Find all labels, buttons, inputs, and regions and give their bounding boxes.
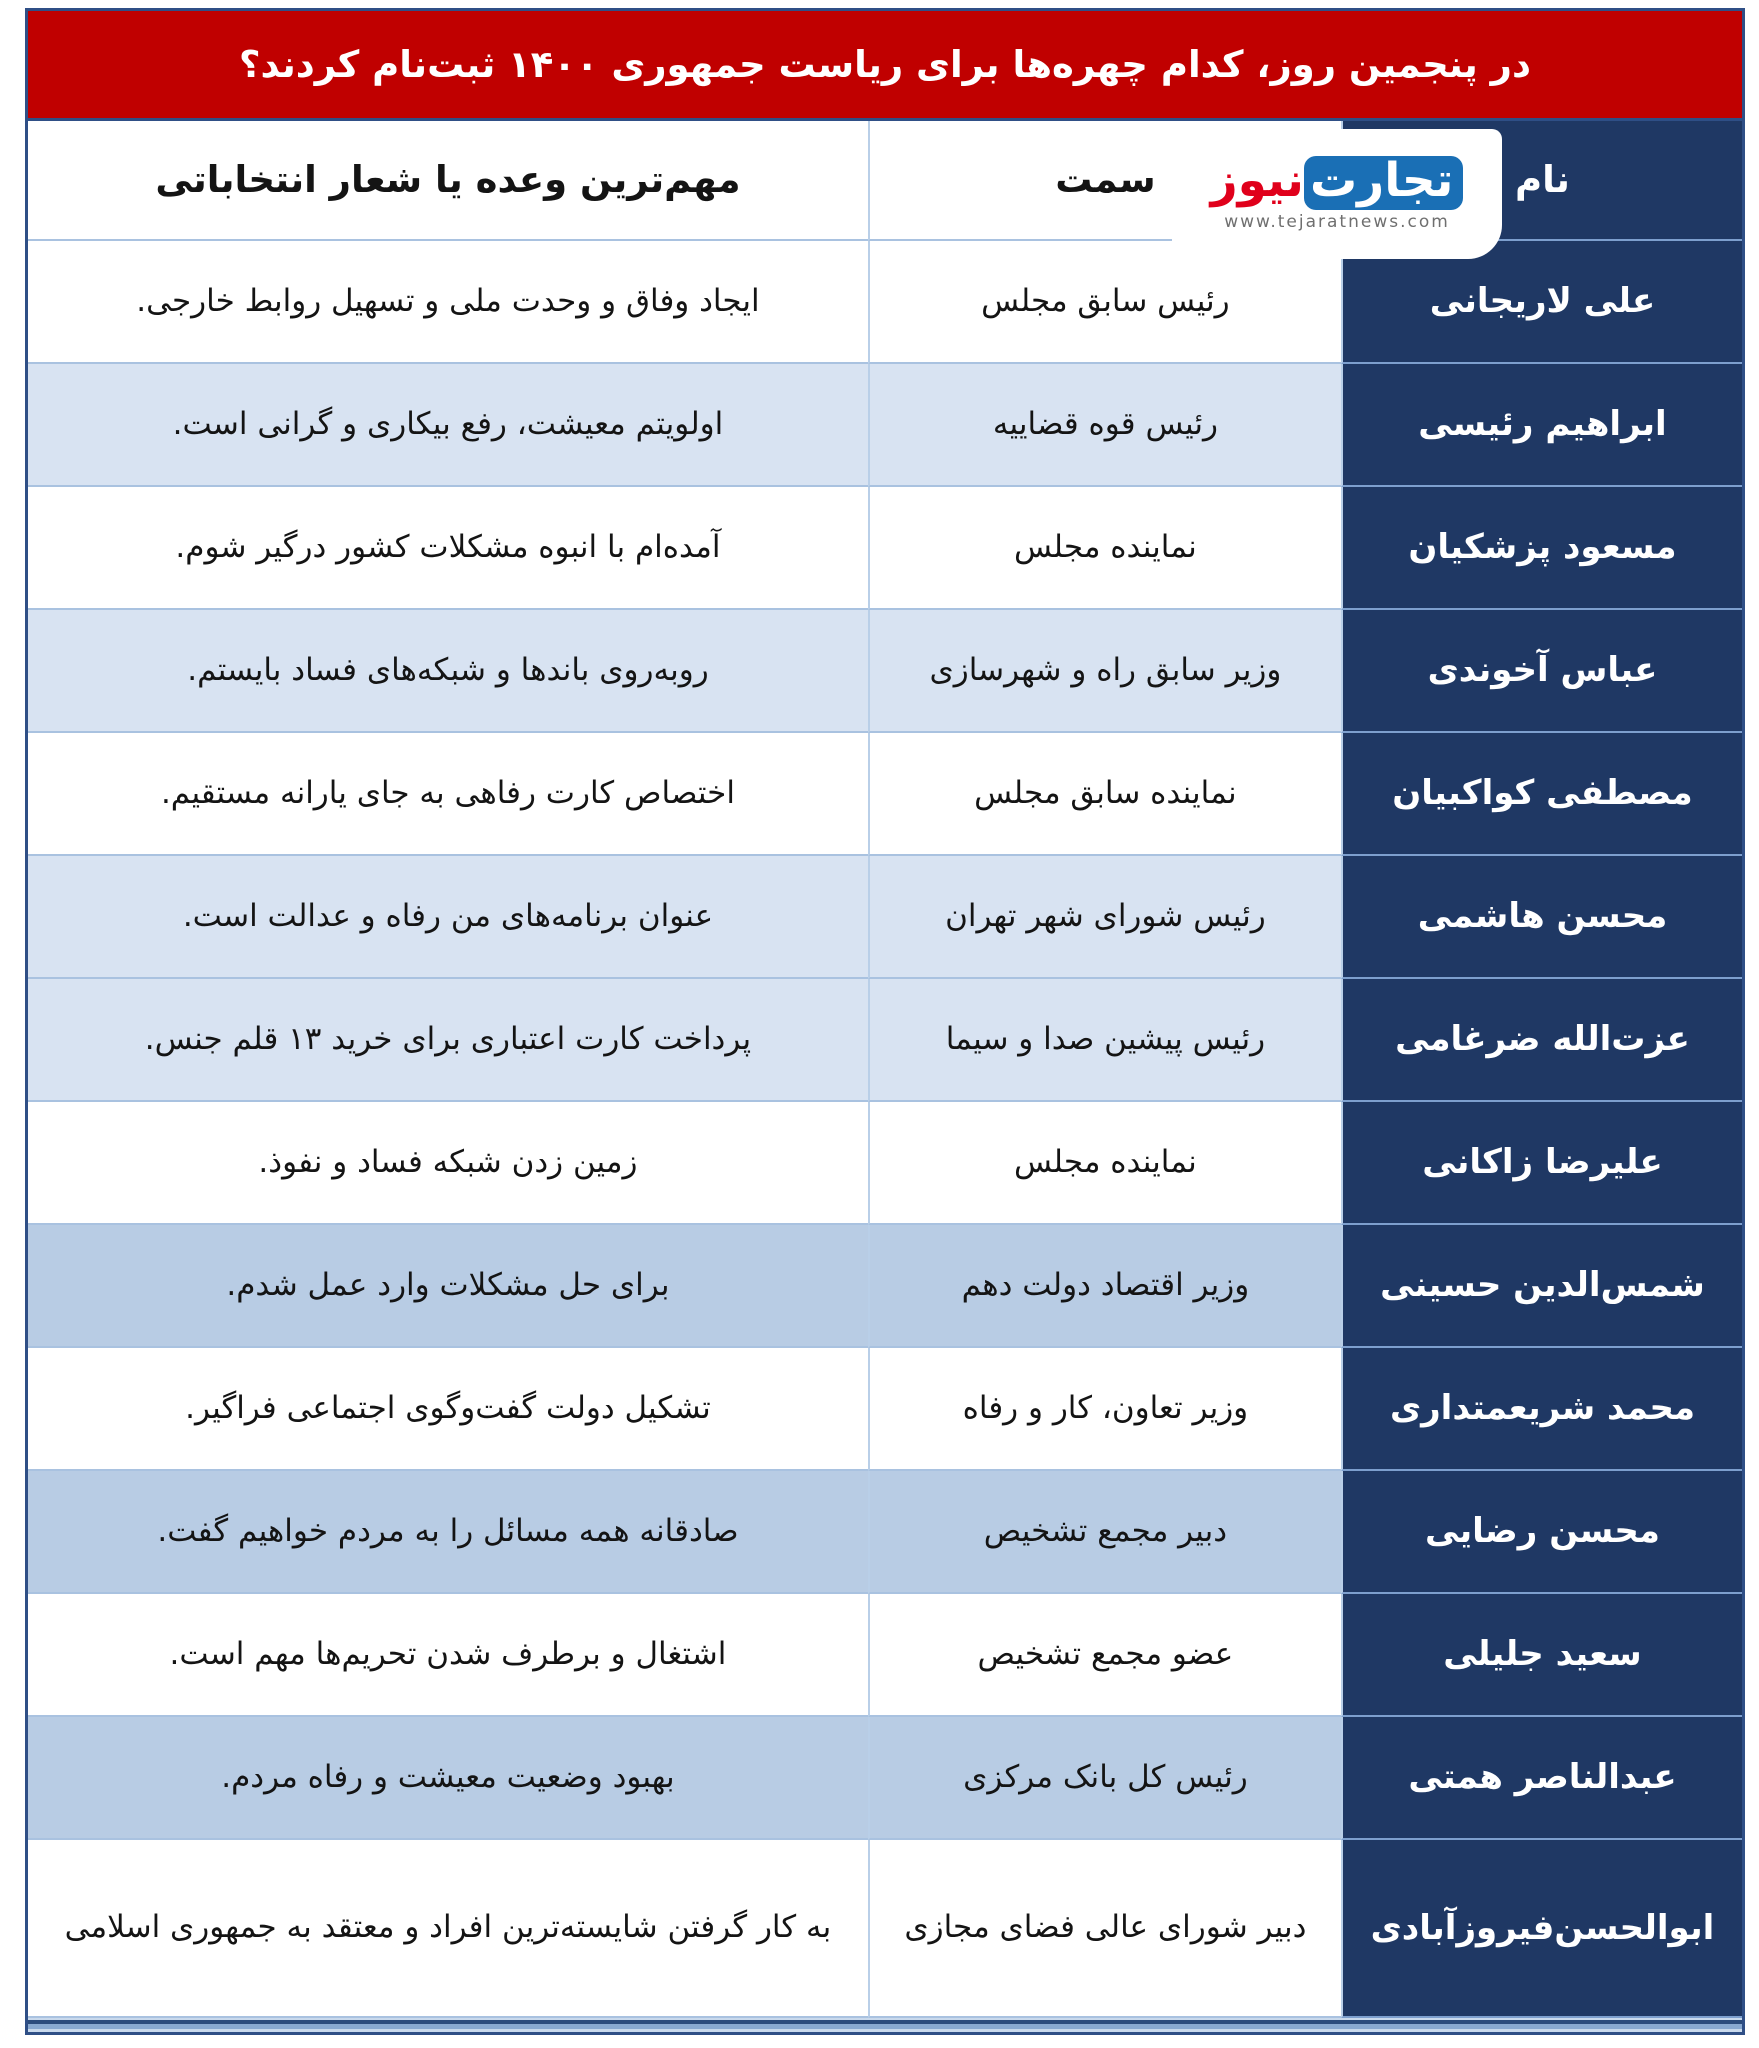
tejaratnews-logo xyxy=(1172,129,1502,259)
row-promise-cell: بهبود وضعیت معیشت و رفاه مردم. xyxy=(28,1717,868,1840)
table-row xyxy=(28,979,1742,1102)
row-position-cell: دبیر مجمع تشخیص xyxy=(868,1471,1341,1594)
logo-url: www.tejaratnews.com xyxy=(1224,211,1450,232)
page-title: در پنجمین روز، کدام چهره‌ها برای ریاست جمهوری ۱۴۰۰ ثبت‌نام کردند؟ xyxy=(239,43,1531,86)
row-name-cell: مسعود پزشکیان xyxy=(1341,487,1742,610)
row-name-cell: سعید جلیلی xyxy=(1341,1594,1742,1717)
infographic-sheet xyxy=(25,8,1745,2035)
row-position-cell: وزیر سابق راه و شهرسازی xyxy=(868,610,1341,733)
row-promise-cell: برای حل مشکلات وارد عمل شدم. xyxy=(28,1225,868,1348)
table-row xyxy=(28,1840,1742,2018)
row-promise-cell: روبه‌روی باندها و شبکه‌های فساد بایستم. xyxy=(28,610,868,733)
table-row xyxy=(28,1225,1742,1348)
title-bar xyxy=(28,11,1742,121)
header-position-label: سمت xyxy=(1055,158,1156,202)
row-position-cell: عضو مجمع تشخیص xyxy=(868,1594,1341,1717)
row-promise-cell: آمده‌ام با انبوه مشکلات کشور درگیر شوم. xyxy=(28,487,868,610)
row-promise-cell: به کار گرفتن شایسته‌ترین افراد و معتقد به جمهوری اسلامی xyxy=(28,1840,868,2018)
row-name-cell: علیرضا زاکانی xyxy=(1341,1102,1742,1225)
table-row xyxy=(28,1348,1742,1471)
table-row xyxy=(28,1717,1742,1840)
row-promise-cell: زمین زدن شبکه فساد و نفوذ. xyxy=(28,1102,868,1225)
row-name-cell: شمس‌الدین حسینی xyxy=(1341,1225,1742,1348)
table-row xyxy=(28,733,1742,856)
header-promise-cell xyxy=(28,121,868,241)
row-name-cell: محسن هاشمی xyxy=(1341,856,1742,979)
row-name-cell: محسن رضایی xyxy=(1341,1471,1742,1594)
row-promise-cell: عنوان برنامه‌های من رفاه و عدالت است. xyxy=(28,856,868,979)
row-promise-cell: اولویتم معیشت، رفع بیکاری و گرانی است. xyxy=(28,364,868,487)
row-name-cell: مصطفی کواکبیان xyxy=(1341,733,1742,856)
row-position-cell: رئیس سابق مجلس xyxy=(868,241,1341,364)
logo-blue-word: تجارت xyxy=(1304,156,1463,209)
table-row xyxy=(28,364,1742,487)
row-promise-cell: ایجاد وفاق و وحدت ملی و تسهیل روابط خارجی. xyxy=(28,241,868,364)
row-position-cell: دبیر شورای عالی فضای مجازی xyxy=(868,1840,1341,2018)
row-position-cell: نماینده مجلس xyxy=(868,1102,1341,1225)
logo-wordmark xyxy=(1210,153,1464,209)
bottom-border-strip xyxy=(28,2018,1742,2032)
row-position-cell: رئیس شورای شهر تهران xyxy=(868,856,1341,979)
row-promise-cell: صادقانه همه مسائل را به مردم خواهیم گفت. xyxy=(28,1471,868,1594)
row-position-cell: وزیر اقتصاد دولت دهم xyxy=(868,1225,1341,1348)
row-promise-cell: اشتغال و برطرف شدن تحریم‌ها مهم است. xyxy=(28,1594,868,1717)
table-row xyxy=(28,1594,1742,1717)
row-name-cell: عزت‌الله ضرغامی xyxy=(1341,979,1742,1102)
row-promise-cell: اختصاص کارت رفاهی به جای یارانه مستقیم. xyxy=(28,733,868,856)
row-position-cell: رئیس پیشین صدا و سیما xyxy=(868,979,1341,1102)
table-row xyxy=(28,1471,1742,1594)
row-promise-cell: پرداخت کارت اعتباری برای خرید ۱۳ قلم جنس. xyxy=(28,979,868,1102)
row-name-cell: علی لاریجانی xyxy=(1341,241,1742,364)
header-row xyxy=(28,121,1742,241)
table-row xyxy=(28,1102,1742,1225)
row-position-cell: رئیس قوه قضاییه xyxy=(868,364,1341,487)
header-name-label: نام xyxy=(1515,158,1570,202)
row-name-cell: ابراهیم رئیسی xyxy=(1341,364,1742,487)
table-row xyxy=(28,487,1742,610)
row-name-cell: ابوالحسن‌فیروزآبادی xyxy=(1341,1840,1742,2018)
row-position-cell: رئیس کل بانک مرکزی xyxy=(868,1717,1341,1840)
header-promise-label: مهم‌ترین وعده یا شعار انتخاباتی xyxy=(155,158,741,202)
row-name-cell: عباس آخوندی xyxy=(1341,610,1742,733)
table-body xyxy=(28,241,1742,2018)
row-name-cell: محمد شریعمتداری xyxy=(1341,1348,1742,1471)
row-promise-cell: تشکیل دولت گفت‌وگوی اجتماعی فراگیر. xyxy=(28,1348,868,1471)
table-row xyxy=(28,856,1742,979)
row-position-cell: وزیر تعاون، کار و رفاه xyxy=(868,1348,1341,1471)
row-position-cell: نماینده سابق مجلس xyxy=(868,733,1341,856)
table-row xyxy=(28,610,1742,733)
logo-red-word: نیوز xyxy=(1210,153,1304,209)
row-name-cell: عبدالناصر همتی xyxy=(1341,1717,1742,1840)
table-row xyxy=(28,241,1742,364)
row-position-cell: نماینده مجلس xyxy=(868,487,1341,610)
